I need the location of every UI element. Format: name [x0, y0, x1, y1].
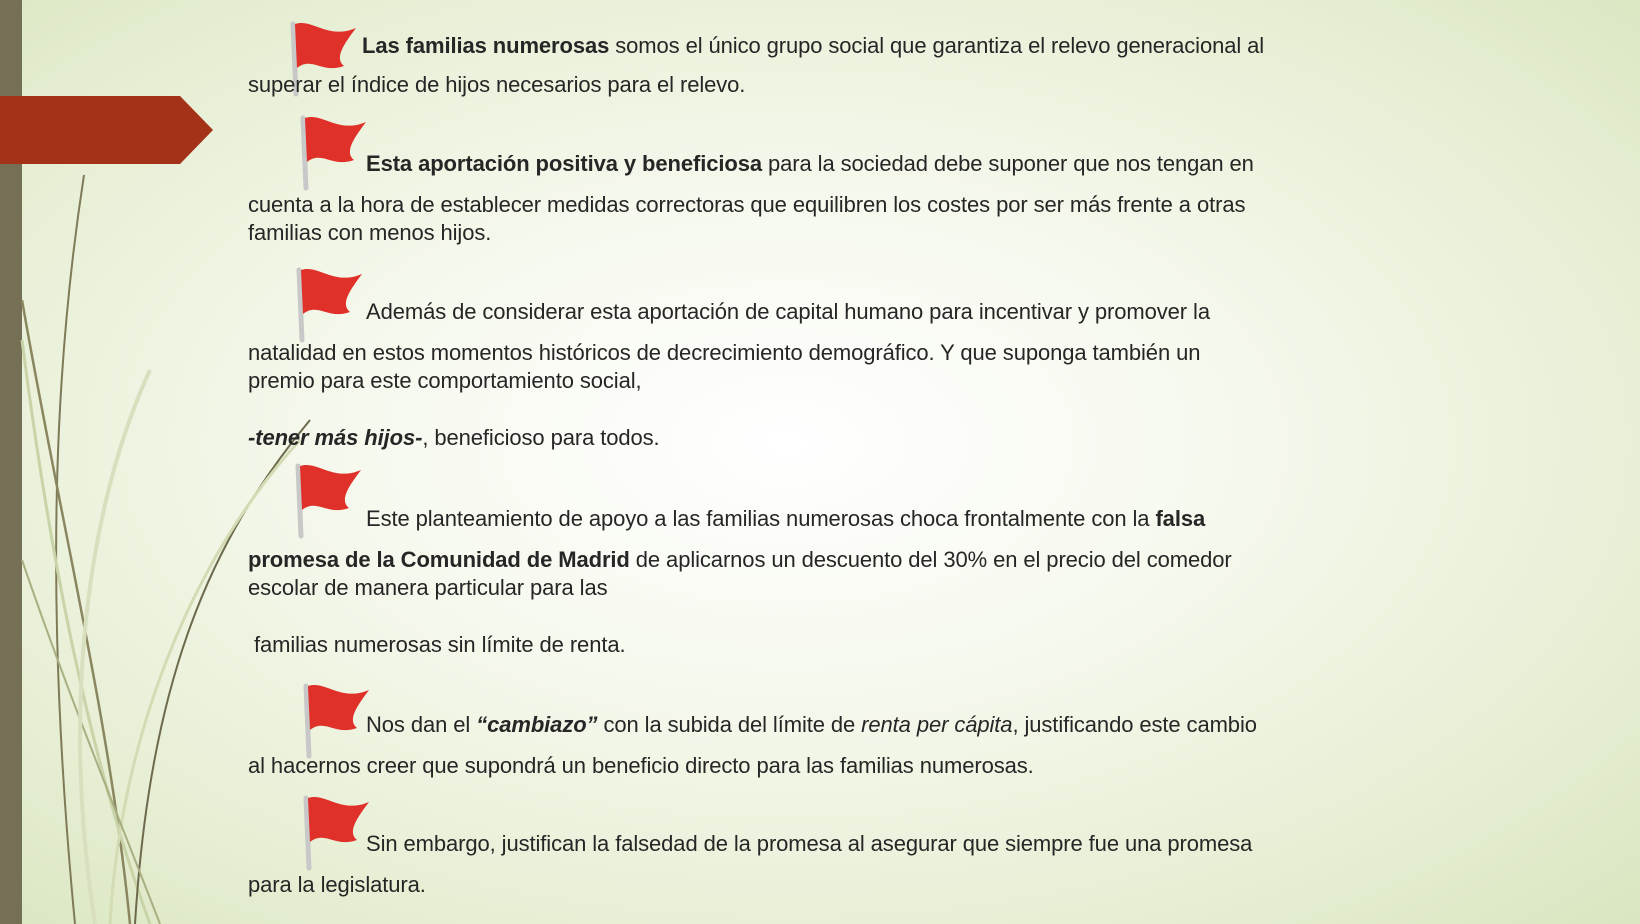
- bullet-3-extra: , beneficioso para todos.: [422, 425, 660, 450]
- bullet-4-line3: escolar de manera particular para las: [248, 575, 608, 600]
- bullet-2: [248, 150, 1378, 247]
- bullet-5-text-b: con la subida del límite de: [597, 712, 862, 737]
- bullet-3: [248, 298, 1378, 452]
- bullet-4: [248, 505, 1378, 659]
- bullet-4-bold1: falsa: [1155, 506, 1206, 531]
- bullet-5-text: Nos dan el: [366, 712, 477, 737]
- bullet-3-line2: natalidad en estos momentos históricos de decrecimiento demográfico. Y que suponga también un: [248, 340, 1201, 365]
- bullet-5-bold-italic: “cambiazo”: [476, 712, 598, 737]
- bullet-4-text: Este planteamiento de apoyo a las familias numerosas choca frontalmente con la: [366, 506, 1156, 531]
- bullet-5-text-c: , justificando este cambio: [1012, 712, 1257, 737]
- red-arrow-tab: [0, 0, 215, 924]
- bullet-6-line2: para la legislatura.: [248, 872, 426, 897]
- bullet-6: [248, 830, 1378, 899]
- bullet-3-line3: premio para este comportamiento social,: [248, 368, 642, 393]
- bullet-2-bold: Esta aportación positiva y beneficiosa: [366, 151, 762, 176]
- bullet-2-text: para la sociedad debe suponer que nos tengan en: [762, 151, 1254, 176]
- bullet-5-line2: al hacernos creer que supondrá un beneficio directo para las familias numerosas.: [248, 753, 1034, 778]
- bullet-4-bold2: promesa de la Comunidad de Madrid: [248, 547, 630, 572]
- bullet-1-line2: superar el índice de hijos necesarios para el relevo.: [248, 72, 746, 97]
- bullet-4-extra: familias numerosas sin límite de renta.: [248, 632, 626, 657]
- bullet-2-line2: cuenta a la hora de establecer medidas correctoras que equilibren los costes por ser más frente a otras: [248, 192, 1246, 217]
- bullet-3-text: Además de considerar esta aportación de capital humano para incentivar y promover la: [366, 299, 1210, 324]
- bullet-1-text: somos el único grupo social que garantiza el relevo generacional al: [609, 33, 1265, 58]
- bullet-2-line3: familias con menos hijos.: [248, 220, 492, 245]
- bullet-5: [248, 711, 1378, 780]
- bullet-1: [248, 32, 1378, 99]
- bullet-6-text: Sin embargo, justifican la falsedad de la promesa al asegurar que siempre fue una promesa: [366, 831, 1253, 856]
- bullet-1-bold: Las familias numerosas: [362, 33, 610, 58]
- bullet-3-emphasis: -tener más hijos-: [248, 425, 423, 450]
- bullet-4-line2: de aplicarnos un descuento del 30% en el precio del comedor: [629, 547, 1232, 572]
- bullet-5-italic: renta per cápita: [861, 712, 1013, 737]
